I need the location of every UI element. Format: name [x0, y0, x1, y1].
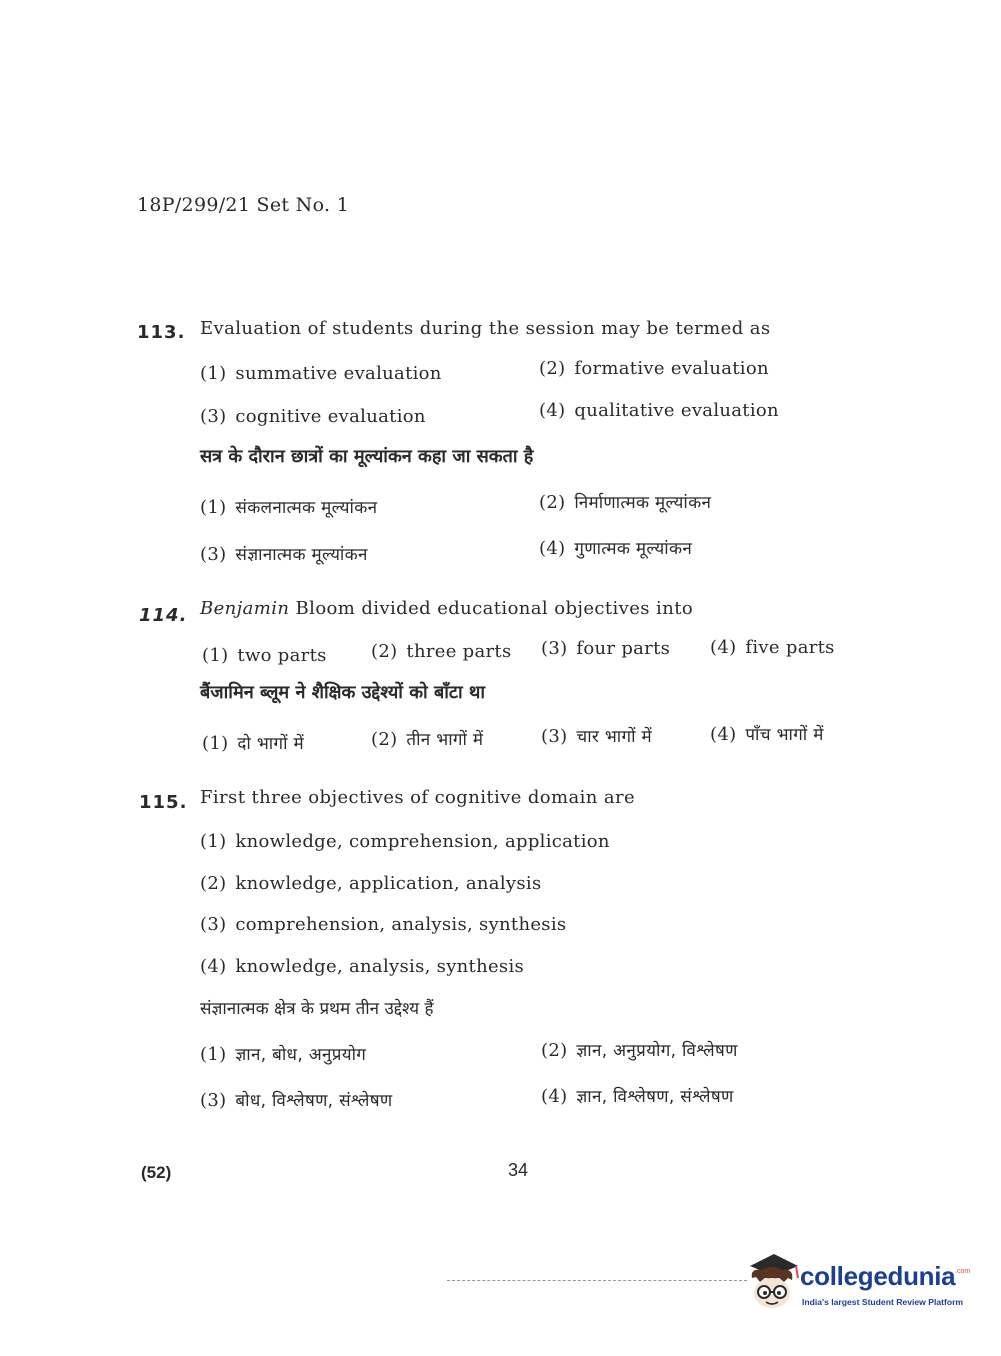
option-number: (1) [200, 1044, 227, 1065]
option-number: (4) [710, 724, 737, 745]
question-text-en [200, 598, 693, 619]
option-number: (4) [200, 956, 227, 977]
option-text: four parts [576, 638, 671, 659]
option-text: पाँच भागों में [745, 725, 824, 745]
option-text: cognitive evaluation [235, 406, 426, 427]
option-text: summative evaluation [235, 363, 442, 384]
option-text: ज्ञान, विश्लेषण, संश्लेषण [576, 1087, 734, 1107]
option-text: ज्ञान, अनुप्रयोग, विश्लेषण [576, 1041, 738, 1061]
option-text: दो भागों में [237, 734, 304, 754]
option-number: (4) [710, 637, 737, 658]
option-text: knowledge, analysis, synthesis [235, 956, 525, 977]
option-hi-1 [200, 495, 377, 518]
option-text: चार भागों में [576, 727, 652, 747]
option-number: (2) [371, 729, 398, 750]
option-hi-2 [539, 490, 711, 513]
option-text: बोध, विश्लेषण, संश्लेषण [235, 1091, 393, 1111]
option-text: तीन भागों में [406, 730, 484, 750]
question-text-hi: सत्र के दौरान छात्रों का मूल्यांकन कहा जा सकता है [200, 446, 534, 467]
option-text: knowledge, comprehension, application [235, 831, 610, 852]
option-hi-4 [710, 722, 824, 745]
option-text: two parts [237, 645, 327, 666]
option-hi-2 [541, 1038, 738, 1061]
paper-code: 18P/299/21 Set No. 1 [137, 194, 350, 216]
option-text: knowledge, application, analysis [235, 873, 542, 894]
option-number: (3) [200, 544, 227, 565]
option-en-3 [200, 914, 566, 935]
option-text: formative evaluation [574, 358, 769, 379]
option-hi-3 [200, 1088, 392, 1111]
option-hi-4 [539, 536, 692, 559]
brand-name: collegedunia [800, 1261, 956, 1291]
option-en-4 [710, 637, 835, 658]
option-en-3 [200, 406, 426, 427]
option-hi-3 [541, 724, 652, 747]
question-text-hi: संज्ञानात्मक क्षेत्र के प्रथम तीन उद्देश्य हैं [200, 999, 434, 1019]
option-number: (3) [541, 638, 568, 659]
option-hi-2 [371, 727, 483, 750]
option-en-2 [539, 358, 769, 379]
option-en-2 [200, 873, 541, 894]
question-text-en: First three objectives of cognitive domain are [200, 787, 636, 808]
option-hi-1 [200, 1042, 366, 1065]
option-en-1 [202, 645, 327, 666]
option-en-1 [200, 363, 442, 384]
option-number: (4) [539, 400, 566, 421]
page-number: 34 [508, 1160, 529, 1180]
option-text: five parts [745, 637, 835, 658]
option-number: (2) [539, 358, 566, 379]
option-number: (3) [200, 406, 227, 427]
option-number: (2) [541, 1040, 568, 1061]
option-number: (4) [541, 1086, 568, 1107]
option-number: (2) [371, 641, 398, 662]
option-text: गुणात्मक मूल्यांकन [574, 539, 693, 559]
option-en-2 [371, 641, 512, 662]
brand-domain-suffix: .com [955, 1268, 971, 1275]
option-number: (2) [539, 492, 566, 513]
question-number: 115. [139, 792, 188, 813]
option-text: निर्माणात्मक मूल्यांकन [574, 493, 712, 513]
option-number: (1) [202, 733, 229, 754]
option-text: संकलनात्मक मूल्यांकन [235, 498, 378, 518]
option-en-3 [541, 638, 670, 659]
question-text-rest: Bloom divided educational objectives into [295, 598, 694, 619]
option-number: (4) [539, 538, 566, 559]
footer-code: (52) [141, 1163, 172, 1182]
option-text: comprehension, analysis, synthesis [235, 914, 567, 935]
question-number: 114. [139, 605, 188, 626]
question-text-en: Evaluation of students during the session may be termed as [200, 318, 771, 339]
option-hi-3 [200, 542, 368, 565]
question-text-hi: बैंजामिन ब्लूम ने शैक्षिक उद्देश्यों को बाँटा था [200, 682, 486, 703]
option-text: संज्ञानात्मक मूल्यांकन [235, 545, 368, 565]
option-hi-4 [541, 1084, 734, 1107]
option-number: (2) [200, 873, 227, 894]
option-number: (3) [200, 1090, 227, 1111]
option-number: (1) [200, 831, 227, 852]
option-en-1 [200, 831, 610, 852]
collegedunia-logo [742, 1248, 972, 1318]
question-number: 113. [137, 322, 186, 343]
option-text: qualitative evaluation [574, 400, 779, 421]
option-number: (1) [200, 363, 227, 384]
option-number: (1) [200, 497, 227, 518]
option-text: three parts [406, 641, 512, 662]
footer-rule [447, 1280, 747, 1281]
question-text-italic: Benjamin [200, 598, 290, 619]
option-en-4 [200, 956, 524, 977]
mascot-icon [742, 1248, 802, 1314]
option-number: (3) [200, 914, 227, 935]
option-number: (3) [541, 726, 568, 747]
option-en-4 [539, 400, 779, 421]
brand-tagline: India's largest Student Review Platform [802, 1297, 964, 1307]
option-hi-1 [202, 731, 304, 754]
option-number: (1) [202, 645, 229, 666]
option-text: ज्ञान, बोध, अनुप्रयोग [235, 1045, 367, 1065]
